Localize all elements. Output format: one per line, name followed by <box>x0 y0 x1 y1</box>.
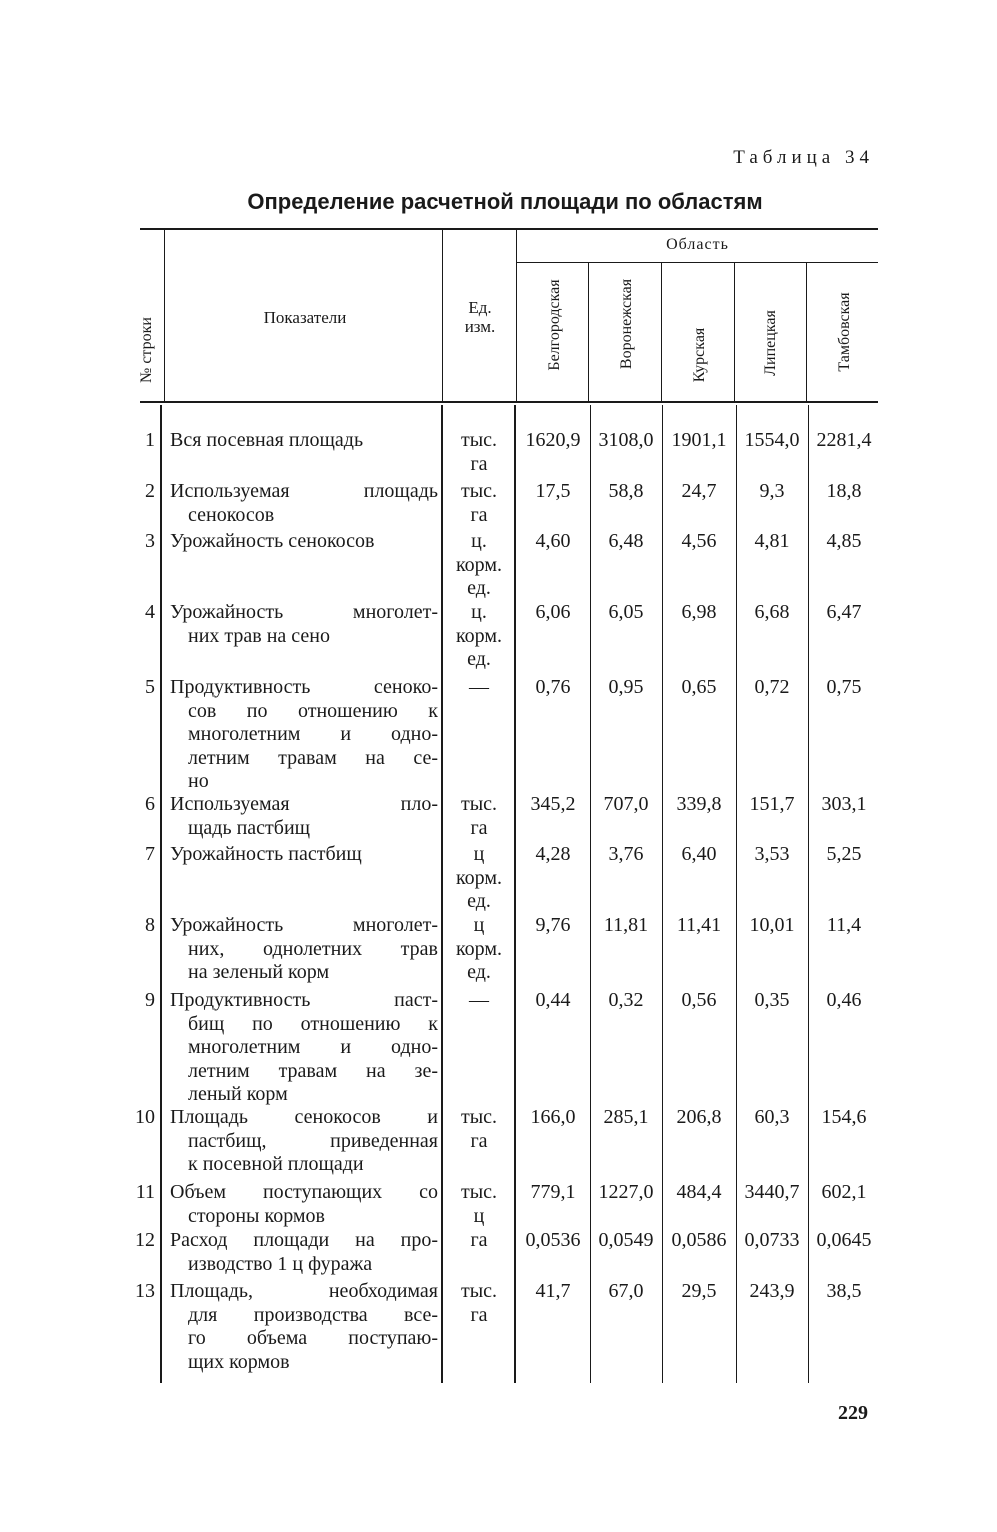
row-value-1: 6,06 <box>535 601 571 623</box>
row-value-3: 11,41 <box>676 914 722 936</box>
header-divider-4 <box>588 263 589 401</box>
row-indicator <box>170 530 438 554</box>
row-indicator <box>170 1280 438 1374</box>
row-number: 13 <box>135 1280 155 1302</box>
row-value-5: 303,1 <box>821 793 867 815</box>
indicator-line: к посевной площади <box>188 1153 364 1175</box>
header-region-group: Область <box>666 236 729 253</box>
row-indicator <box>170 793 438 840</box>
row-indicator <box>170 989 438 1107</box>
header-divider-6 <box>734 263 735 401</box>
row-value-2: 6,48 <box>608 530 644 552</box>
header-region-4: Липецкая <box>762 310 779 376</box>
row-value-4: 1554,0 <box>744 429 800 451</box>
indicator-line: бищ по отношению к <box>188 1012 438 1035</box>
row-value-5: 602,1 <box>821 1181 867 1203</box>
row-value-3: 339,8 <box>676 793 722 815</box>
body-divider-3 <box>514 405 516 1383</box>
row-unit: тыс. га <box>460 1280 498 1326</box>
row-value-4: 0,72 <box>754 676 790 698</box>
row-value-1: 345,2 <box>530 793 576 815</box>
row-value-5: 11,4 <box>826 914 862 936</box>
row-value-3: 6,40 <box>681 843 717 865</box>
row-unit: — <box>469 676 489 698</box>
row-indicator <box>170 1229 438 1276</box>
header-region-2: Воронежская <box>618 278 635 370</box>
row-value-2: 0,32 <box>608 989 644 1011</box>
header-indicator: Показатели <box>263 308 347 327</box>
row-value-3: 1901,1 <box>671 429 727 451</box>
indicator-line: стороны кормов <box>188 1204 325 1227</box>
indicator-line: леный корм <box>188 1083 288 1105</box>
row-value-1: 4,60 <box>535 530 571 552</box>
row-value-4: 60,3 <box>754 1106 790 1128</box>
header-divider-3 <box>516 230 517 401</box>
indicator-line: для производства все- <box>188 1303 438 1326</box>
row-value-5: 5,25 <box>826 843 862 865</box>
row-number: 10 <box>135 1106 155 1128</box>
row-value-2: 58,8 <box>608 480 644 502</box>
row-value-4: 3,53 <box>754 843 790 865</box>
row-value-2: 0,0549 <box>598 1229 654 1251</box>
body-divider-1 <box>160 405 162 1383</box>
row-value-2: 11,81 <box>603 914 649 936</box>
row-value-5: 6,47 <box>826 601 862 623</box>
row-value-2: 1227,0 <box>598 1181 654 1203</box>
row-value-2: 285,1 <box>603 1106 649 1128</box>
header-divider-1 <box>164 230 165 401</box>
indicator-line: изводство 1 ц фуража <box>188 1252 373 1275</box>
indicator-line: Используемая площадь <box>170 480 438 502</box>
row-value-3: 0,65 <box>681 676 717 698</box>
page-number: 229 <box>838 1402 868 1424</box>
row-value-1: 4,28 <box>535 843 571 865</box>
row-value-2: 707,0 <box>603 793 649 815</box>
row-value-4: 4,81 <box>754 530 790 552</box>
row-indicator <box>170 480 438 527</box>
row-number: 12 <box>135 1229 155 1251</box>
row-number: 1 <box>145 429 155 451</box>
indicator-line: Объем поступающих со <box>170 1181 438 1203</box>
row-value-3: 0,0586 <box>671 1229 727 1251</box>
row-unit: — <box>469 989 489 1011</box>
indicator-line: щадь пастбищ <box>188 816 311 839</box>
row-unit: тыс. га <box>460 480 498 526</box>
row-value-1: 17,5 <box>535 480 571 502</box>
row-value-5: 154,6 <box>821 1106 867 1128</box>
indicator-line: го объема поступаю- <box>188 1327 438 1349</box>
row-indicator <box>170 1181 438 1228</box>
row-value-3: 206,8 <box>676 1106 722 1128</box>
row-value-2: 67,0 <box>608 1280 644 1302</box>
indicator-line: многолетним и одно- <box>188 1036 438 1058</box>
row-value-1: 0,76 <box>535 676 571 698</box>
row-unit: га <box>470 1229 488 1251</box>
row-value-1: 166,0 <box>530 1106 576 1128</box>
row-value-2: 0,95 <box>608 676 644 698</box>
row-value-3: 4,56 <box>681 530 717 552</box>
row-value-3: 484,4 <box>676 1181 722 1203</box>
row-value-2: 6,05 <box>608 601 644 623</box>
indicator-line: Площадь, необходимая <box>170 1280 438 1302</box>
row-indicator <box>170 1106 438 1177</box>
indicator-line: сенокосов <box>188 503 275 526</box>
row-value-1: 0,44 <box>535 989 571 1011</box>
indicator-line: Расход площади на про- <box>170 1229 438 1251</box>
row-value-1: 0,0536 <box>525 1229 581 1251</box>
indicator-line: Вся посевная площадь <box>170 429 364 451</box>
header-region-1: Белгородская <box>546 279 563 371</box>
row-number: 7 <box>145 843 155 865</box>
row-number: 9 <box>145 989 155 1011</box>
header-divider-2 <box>442 230 443 401</box>
region-group-rule <box>517 262 878 263</box>
row-unit: тыс. га <box>460 793 498 839</box>
row-indicator <box>170 429 438 453</box>
row-unit: ц корм. ед. <box>455 843 503 912</box>
indicator-line: Продуктивность сеноко- <box>170 676 438 698</box>
indicator-line: Урожайность сенокосов <box>170 530 375 552</box>
row-number: 2 <box>145 480 155 502</box>
row-value-5: 0,75 <box>826 676 862 698</box>
indicator-line: пастбищ, приведенная <box>188 1129 438 1152</box>
row-value-5: 38,5 <box>826 1280 862 1302</box>
row-number: 4 <box>145 601 155 623</box>
indicator-line: летним травам на зе- <box>188 1059 438 1082</box>
row-unit: ц. корм. ед. <box>455 601 503 670</box>
indicator-line: Урожайность многолет- <box>170 601 438 623</box>
row-value-5: 4,85 <box>826 530 862 552</box>
row-number: 5 <box>145 676 155 698</box>
row-value-4: 3440,7 <box>744 1181 800 1203</box>
indicator-line: летним травам на се- <box>188 746 438 769</box>
row-value-1: 41,7 <box>535 1280 571 1302</box>
row-value-4: 10,01 <box>749 914 795 936</box>
row-value-1: 1620,9 <box>525 429 581 451</box>
header-row-no: № строки <box>138 317 155 383</box>
row-indicator <box>170 601 438 648</box>
table-label: Таблица 34 <box>733 147 874 168</box>
row-number: 3 <box>145 530 155 552</box>
header-bottom-rule <box>140 401 878 403</box>
indicator-line: Используемая пло- <box>170 793 438 815</box>
header-region-5: Тамбовская <box>836 292 853 372</box>
body-divider-2 <box>441 405 443 1383</box>
row-value-4: 9,3 <box>759 480 785 502</box>
row-unit: тыс. га <box>460 429 498 475</box>
row-unit: тыс. га <box>460 1106 498 1152</box>
row-value-1: 779,1 <box>530 1181 576 1203</box>
indicator-line: Продуктивность паст- <box>170 989 438 1011</box>
row-value-3: 24,7 <box>681 480 717 502</box>
row-indicator <box>170 843 438 867</box>
indicator-line: на зеленый корм <box>188 961 330 983</box>
header-unit: Ед. изм. <box>464 298 496 336</box>
row-number: 8 <box>145 914 155 936</box>
row-unit: тыс. ц <box>460 1181 498 1227</box>
table-title: Определение расчетной площади по областям <box>247 189 763 214</box>
row-value-4: 243,9 <box>749 1280 795 1302</box>
indicator-line: Урожайность пастбищ <box>170 843 362 865</box>
row-value-5: 2281,4 <box>816 429 872 451</box>
row-value-5: 18,8 <box>826 480 862 502</box>
row-value-4: 0,35 <box>754 989 790 1011</box>
indicator-line: них трав на сено <box>188 624 330 647</box>
row-value-3: 0,56 <box>681 989 717 1011</box>
row-indicator <box>170 676 438 794</box>
row-value-3: 6,98 <box>681 601 717 623</box>
indicator-line: многолетним и одно- <box>188 723 438 745</box>
row-value-2: 3,76 <box>608 843 644 865</box>
row-value-4: 6,68 <box>754 601 790 623</box>
header-divider-5 <box>661 263 662 401</box>
row-number: 6 <box>145 793 155 815</box>
row-value-4: 0,0733 <box>744 1229 800 1251</box>
header-divider-7 <box>806 263 807 401</box>
row-value-4: 151,7 <box>749 793 795 815</box>
row-number: 11 <box>135 1181 155 1203</box>
row-value-5: 0,46 <box>826 989 862 1011</box>
row-unit: ц корм. ед. <box>455 914 503 983</box>
row-value-5: 0,0645 <box>816 1229 872 1251</box>
indicator-line: Площадь сенокосов и <box>170 1106 438 1128</box>
indicator-line: них, однолетних трав <box>188 937 438 960</box>
top-rule <box>140 228 878 230</box>
indicator-line: Урожайность многолет- <box>170 914 438 936</box>
header-region-3: Курская <box>691 327 708 383</box>
indicator-line: но <box>188 770 209 792</box>
row-indicator <box>170 914 438 985</box>
row-value-1: 9,76 <box>535 914 571 936</box>
indicator-line: щих кормов <box>188 1350 290 1373</box>
row-value-2: 3108,0 <box>598 429 654 451</box>
row-unit: ц. корм. ед. <box>455 530 503 599</box>
row-value-3: 29,5 <box>681 1280 717 1302</box>
indicator-line: сов по отношению к <box>188 699 438 722</box>
